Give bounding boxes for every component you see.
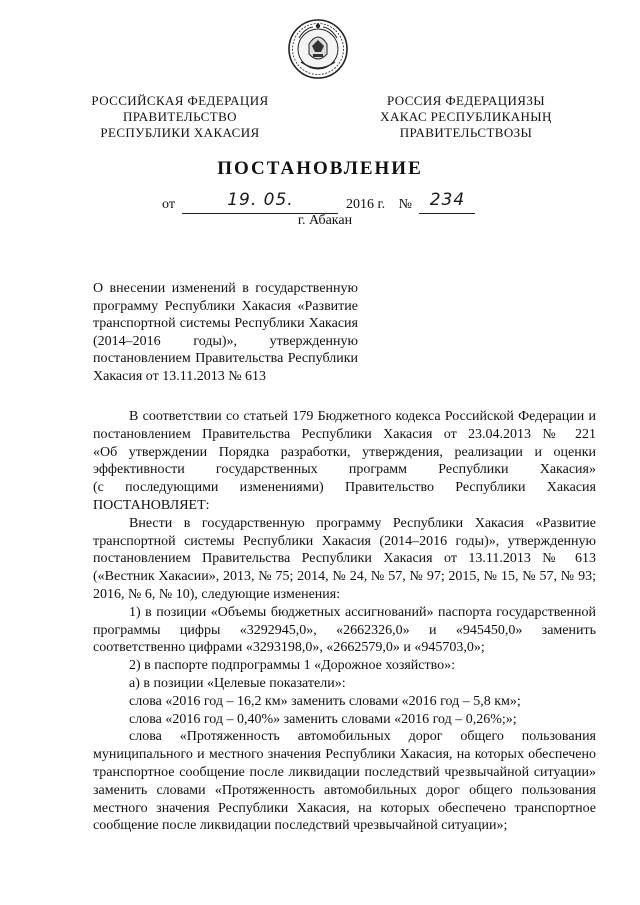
document-title: ПОСТАНОВЛЕНИЕ xyxy=(217,158,423,179)
body-line: постановлением Правительства Республики Хакасия от 13.11.2013 № 613 xyxy=(93,551,596,567)
body-line: 2016, № 6, № 10), следующие изменения: xyxy=(93,586,341,602)
body-line: В соответствии со статьей 179 Бюджетного кодекса Российской Федерации и xyxy=(129,409,596,424)
body-line: транспортной системы Республики Хакасия (2014–2016 годы)», утвержденную xyxy=(93,533,596,549)
body-line: эффективности государственных программ Республики Хакасия» xyxy=(93,462,596,478)
body-line: слова «Протяженность автомобильных дорог общего пользования xyxy=(129,729,596,745)
subject-line: (2014–2016 годы)», утвержденную xyxy=(93,333,358,349)
body-line: слова «2016 год – 0,40%» заменить словами «2016 год – 0,26%;»; xyxy=(129,711,517,727)
date-prefix: от xyxy=(162,197,175,212)
subject-line: транспортной системы Республики Хакасия xyxy=(93,316,358,331)
body-text xyxy=(93,408,596,835)
subject-line: программу Республики Хакасия «Развитие xyxy=(93,298,358,314)
header-right-line: РОССИЯ ФЕДЕРАЦИЯЗЫ xyxy=(386,93,546,108)
header-left-line: ПРАВИТЕЛЬСТВО xyxy=(123,109,237,124)
subject-line: постановлением Правительства Республики xyxy=(93,351,358,366)
body-line: слова «2016 год – 16,2 км» заменить словами «2016 год – 5,8 км»; xyxy=(129,693,521,709)
body-line: «Об утверждении Порядка разработки, утверждения, реализации и оценки xyxy=(93,444,596,460)
body-line: программы цифры «3292945,0», «2662326,0» и «945450,0» заменить xyxy=(93,622,596,638)
subject-line: О внесении изменений в государственную xyxy=(93,281,358,296)
header-right-line: ХАКАС РЕСПУБЛИКАНЫҢ xyxy=(380,109,552,124)
body-line: соответственно цифрами «3293198,0», «2662579,0» и «945703,0»; xyxy=(93,640,485,656)
number-label: № xyxy=(398,197,412,212)
body-line: сообщение после ликвидации последствий чрезвычайной ситуации»; xyxy=(93,818,508,834)
date-field xyxy=(182,190,338,214)
body-line: муниципального и местного значения Республики Хакасия, на которых обеспечено xyxy=(93,747,596,763)
body-line: Внести в государственную программу Республики Хакасия «Развитие xyxy=(129,515,596,531)
body-line: 1) в позиции «Объемы бюджетных ассигнований» паспорта государственной xyxy=(129,604,596,620)
body-line: транспортное сообщение после ликвидации последствий чрезвычайной ситуации» xyxy=(93,764,596,780)
header-left-line: РЕСПУБЛИКИ ХАКАСИЯ xyxy=(100,125,260,140)
body-line: местного значения Республики Хакасия, на которых обеспечено транспортное xyxy=(93,800,596,816)
handwritten-number: 234 xyxy=(429,190,466,210)
header-right-block xyxy=(356,93,576,141)
handwritten-date: 19. 05. xyxy=(227,190,294,210)
coat-of-arms-emblem xyxy=(287,18,349,80)
header-left-line: РОССИЙСКАЯ ФЕДЕРАЦИЯ xyxy=(91,93,269,108)
dateline xyxy=(162,190,475,214)
body-line: 2) в паспорте подпрограммы 1 «Дорожное хозяйство»: xyxy=(129,658,456,674)
year-label: 2016 г. xyxy=(345,197,386,212)
header-left-block xyxy=(80,93,280,141)
body-line: а) в позиции «Целевые показатели»: xyxy=(129,675,346,691)
body-line: постановлением Правительства Республики Хакасия от 23.04.2013 № 221 xyxy=(93,426,596,442)
subject-block xyxy=(93,280,358,385)
body-line: («Вестник Хакасии», 2013, № 75; 2014, № 24, № 57, № 97; 2015, № 15, № 57, № 93; xyxy=(93,569,596,585)
header-right-line: ПРАВИТЕЛЬСТВОЗЫ xyxy=(399,125,533,140)
body-line: ПОСТАНОВЛЯЕТ: xyxy=(93,497,210,513)
number-field xyxy=(419,190,475,214)
body-line: (с последующими изменениями) Правительство Республики Хакасия xyxy=(93,480,596,496)
city-label: г. Абакан xyxy=(297,213,353,228)
body-line: заменить словами «Протяженность автомобильных дорог общего пользования xyxy=(93,782,596,798)
subject-line: Хакасия от 13.11.2013 № 613 xyxy=(93,368,267,384)
